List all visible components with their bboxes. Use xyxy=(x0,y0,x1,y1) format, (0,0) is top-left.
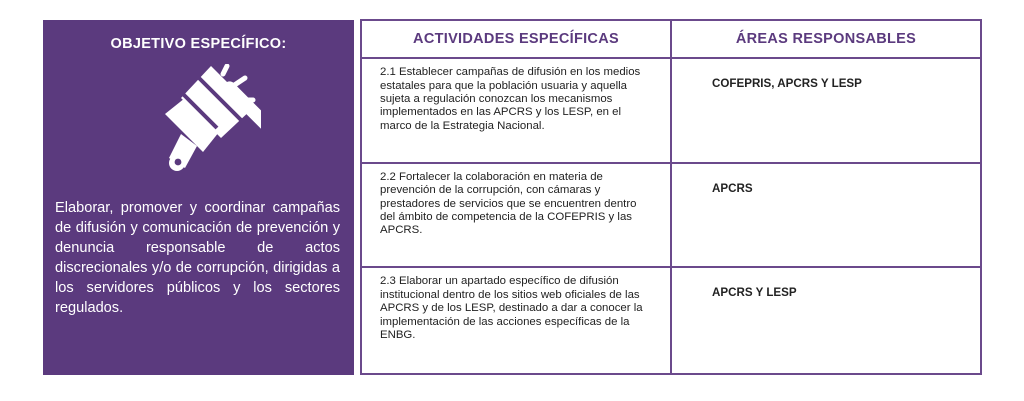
objective-panel xyxy=(43,20,354,375)
area-cell: APCRS xyxy=(671,163,981,268)
area-cell: APCRS Y LESP xyxy=(671,267,981,374)
header-activities: ACTIVIDADES ESPECÍFICAS xyxy=(361,20,671,58)
objective-title: OBJETIVO ESPECÍFICO: xyxy=(110,36,287,52)
table-header-row xyxy=(361,20,981,58)
activities-table xyxy=(360,19,982,375)
megaphone-icon xyxy=(141,64,261,176)
table-row xyxy=(361,267,981,374)
activity-cell: 2.2 Fortalecer la colaboración en materia de prevención de la corrupción, con cámaras y prestadores de servicios que se encuentren dentro del ámbito de competencia de la COFEPRIS y las APCRS. xyxy=(361,163,671,268)
table-row xyxy=(361,163,981,268)
activity-cell: 2.1 Establecer campañas de difusión en los medios estatales para que la población usuaria y aquella sujeta a regulación conozcan los mecanismos implementados en las APCRS y los LESP, en el marco de la Estrategia Nacional. xyxy=(361,58,671,163)
header-areas: ÁREAS RESPONSABLES xyxy=(671,20,981,58)
table-row xyxy=(361,58,981,163)
activity-cell: 2.3 Elaborar un apartado específico de difusión institucional dentro de los sitios web oficiales de las APCRS y de los LESP, destinado a dar a conocer la implementación de las acciones específicas de la ENBG. xyxy=(361,267,671,374)
area-cell: COFEPRIS, APCRS Y LESP xyxy=(671,58,981,163)
objective-text: Elaborar, promover y coordinar campañas de difusión y comunicación de prevención y denuncia responsable de actos discrecionales y/o de corrupción, dirigidas a los servidores públicos y los sectores regulados. xyxy=(55,200,340,316)
